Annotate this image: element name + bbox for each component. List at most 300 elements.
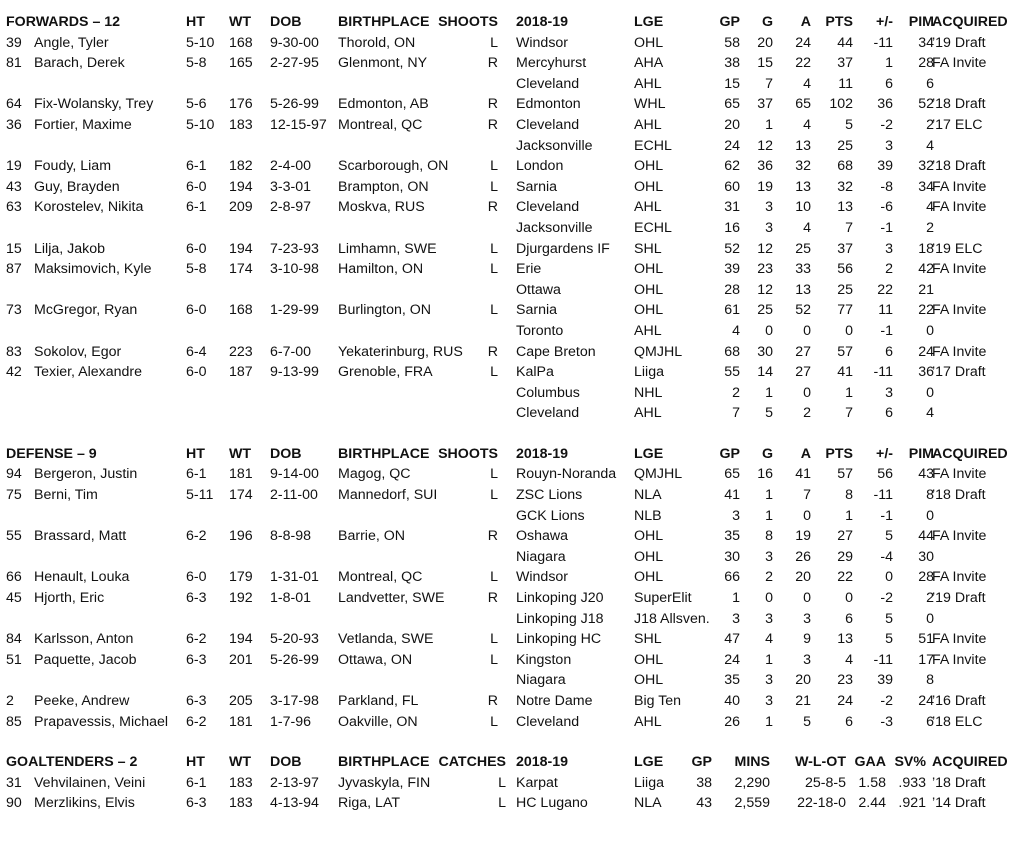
cell-pts: 22 bbox=[837, 569, 853, 586]
cell-pts: 37 bbox=[837, 240, 853, 257]
defense-section bbox=[6, 444, 1022, 732]
cell-lge: SHL bbox=[634, 240, 662, 257]
cell-sh: L bbox=[490, 364, 498, 381]
player-name: Fix-Wolansky, Trey bbox=[34, 96, 154, 113]
cell-gp: 41 bbox=[724, 487, 740, 504]
cell-dob: 2-27-95 bbox=[270, 55, 319, 72]
cell-pim: 34 bbox=[918, 178, 934, 195]
cell-pim: 30 bbox=[918, 548, 934, 565]
cell-lge: NHL bbox=[634, 384, 663, 401]
cell-a: 21 bbox=[795, 693, 811, 709]
cell-gp: 28 bbox=[724, 281, 740, 298]
cell-team: Ottawa bbox=[516, 281, 561, 298]
cell-pts: 1 bbox=[845, 384, 853, 401]
cell-dob: 2-13-97 bbox=[270, 774, 319, 791]
cell-a: 52 bbox=[795, 302, 811, 319]
player-name-cell bbox=[6, 526, 126, 547]
cell-sv: .921 bbox=[898, 795, 926, 812]
cell-a: 41 bbox=[795, 466, 811, 483]
player-row bbox=[6, 712, 1022, 733]
cell-g: 25 bbox=[757, 302, 773, 319]
cell-team: Erie bbox=[516, 261, 542, 278]
cell-pm: 5 bbox=[885, 528, 893, 545]
column-header-lge: LGE bbox=[634, 754, 664, 771]
goaltenders-header-row bbox=[6, 752, 1022, 773]
cell-gp: 26 bbox=[724, 713, 740, 730]
column-header-dob: DOB bbox=[270, 14, 302, 30]
cell-lge: SuperElit bbox=[634, 590, 692, 607]
player-row bbox=[6, 629, 1022, 650]
column-header-season: 2018-19 bbox=[516, 14, 569, 30]
player-row bbox=[6, 526, 1022, 547]
cell-team: Sarnia bbox=[516, 302, 558, 319]
cell-gp: 60 bbox=[724, 178, 740, 195]
cell-bp: Scarborough, ON bbox=[338, 158, 449, 175]
cell-acq: ’18 Draft bbox=[932, 96, 986, 113]
jersey-number: 84 bbox=[6, 631, 22, 648]
cell-dob: 12-15-97 bbox=[270, 116, 327, 133]
cell-wt: 183 bbox=[229, 795, 253, 812]
column-header-pim: PIM bbox=[908, 445, 934, 462]
cell-g: 5 bbox=[765, 405, 773, 422]
cell-a: 19 bbox=[795, 528, 811, 545]
cell-pm: 3 bbox=[885, 240, 893, 257]
player-row bbox=[6, 464, 1022, 485]
column-header-hand: CATCHES bbox=[438, 754, 506, 771]
player-name-cell bbox=[6, 547, 34, 568]
cell-lge: AHL bbox=[634, 199, 662, 216]
cell-pim: 0 bbox=[926, 322, 934, 339]
cell-pts: 0 bbox=[845, 590, 853, 607]
column-header-lge: LGE bbox=[634, 445, 664, 462]
cell-lge: J18 Allsven. bbox=[634, 610, 710, 627]
cell-wt: 181 bbox=[229, 466, 253, 483]
cell-g: 3 bbox=[765, 672, 773, 689]
cell-gp: 24 bbox=[724, 651, 740, 668]
jersey-number: 87 bbox=[6, 261, 22, 278]
column-header-gp: GP bbox=[691, 754, 712, 771]
cell-a: 32 bbox=[795, 158, 811, 175]
player-name-cell bbox=[6, 691, 129, 712]
cell-gp: 2 bbox=[732, 384, 740, 401]
player-name: Maksimovich, Kyle bbox=[34, 261, 152, 278]
cell-wt: 182 bbox=[229, 158, 253, 175]
player-row bbox=[6, 94, 1022, 115]
cell-sh: L bbox=[490, 651, 498, 668]
cell-g: 23 bbox=[757, 261, 773, 278]
cell-wt: 223 bbox=[229, 343, 253, 360]
cell-a: 27 bbox=[795, 343, 811, 360]
cell-g: 14 bbox=[757, 364, 773, 381]
cell-pts: 41 bbox=[837, 364, 853, 381]
cell-gp: 38 bbox=[696, 774, 712, 791]
column-header-gp: GP bbox=[719, 14, 740, 30]
cell-lge: AHA bbox=[634, 55, 664, 72]
jersey-number: 94 bbox=[6, 466, 22, 483]
player-name-cell bbox=[6, 197, 143, 218]
player-name: Sokolov, Egor bbox=[34, 343, 122, 360]
cell-a: 0 bbox=[803, 322, 811, 339]
cell-dob: 6-7-00 bbox=[270, 343, 312, 360]
jersey-number: 36 bbox=[6, 116, 22, 133]
cell-lge: OHL bbox=[634, 528, 664, 545]
column-header-ht: HT bbox=[186, 14, 205, 30]
cell-team: Mercyhurst bbox=[516, 55, 587, 72]
cell-g: 0 bbox=[765, 322, 773, 339]
player-name-cell bbox=[6, 115, 132, 136]
cell-ht: 6-1 bbox=[186, 774, 207, 791]
cell-team: Windsor bbox=[516, 569, 569, 586]
cell-lge: QMJHL bbox=[634, 466, 683, 483]
cell-acq: FA Invite bbox=[932, 569, 987, 586]
player-name: Peeke, Andrew bbox=[34, 693, 130, 709]
player-name-cell bbox=[6, 712, 168, 733]
cell-pts: 1 bbox=[845, 507, 853, 524]
cell-team: GCK Lions bbox=[516, 507, 585, 524]
player-name: Angle, Tyler bbox=[34, 34, 109, 51]
cell-pts: 68 bbox=[837, 158, 853, 175]
jersey-number: 42 bbox=[6, 364, 22, 381]
jersey-number: 19 bbox=[6, 158, 22, 175]
jersey-number: 66 bbox=[6, 569, 22, 586]
cell-ht: 6-1 bbox=[186, 466, 207, 483]
cell-lge: NLA bbox=[634, 487, 662, 504]
jersey-number: 39 bbox=[6, 34, 22, 51]
cell-a: 20 bbox=[795, 672, 811, 689]
cell-pim: 32 bbox=[918, 158, 934, 175]
cell-dob: 1-8-01 bbox=[270, 590, 312, 607]
player-name-cell bbox=[6, 136, 34, 157]
cell-team: Karpat bbox=[516, 774, 558, 791]
player-name: Fortier, Maxime bbox=[34, 116, 132, 133]
player-row bbox=[6, 53, 1022, 74]
column-header-g: G bbox=[761, 14, 773, 30]
cell-ht: 6-3 bbox=[186, 590, 207, 607]
cell-sh: L bbox=[490, 158, 498, 175]
cell-a: 0 bbox=[803, 507, 811, 524]
cell-pim: 24 bbox=[918, 693, 934, 709]
cell-gp: 62 bbox=[724, 158, 740, 175]
cell-pm: -11 bbox=[873, 651, 893, 668]
cell-wt: 174 bbox=[229, 487, 253, 504]
cell-g: 7 bbox=[765, 75, 773, 92]
section-title: GOALTENDERS – 2 bbox=[6, 754, 138, 771]
cell-sh: R bbox=[487, 528, 498, 545]
cell-pm: 3 bbox=[885, 137, 893, 154]
jersey-number: 75 bbox=[6, 487, 22, 504]
player-row bbox=[6, 33, 1022, 54]
player-name-cell bbox=[6, 33, 109, 54]
column-header-ht: HT bbox=[186, 754, 205, 771]
cell-pm: -1 bbox=[880, 322, 893, 339]
cell-pim: 6 bbox=[926, 75, 934, 92]
player-row bbox=[6, 342, 1022, 363]
cell-team: Rouyn-Noranda bbox=[516, 466, 617, 483]
cell-g: 12 bbox=[757, 137, 773, 154]
player-row bbox=[6, 136, 1022, 157]
cell-a: 27 bbox=[795, 364, 811, 381]
cell-wt: 176 bbox=[229, 96, 253, 113]
cell-pm: 5 bbox=[885, 631, 893, 648]
player-name: Texier, Alexandre bbox=[34, 364, 143, 381]
cell-pim: 52 bbox=[918, 96, 934, 113]
column-header-acquired: ACQUIRED bbox=[932, 14, 1008, 30]
player-row bbox=[6, 156, 1022, 177]
column-header-birthplace: BIRTHPLACE bbox=[338, 754, 430, 771]
player-name-cell bbox=[6, 239, 105, 260]
cell-lge: SHL bbox=[634, 631, 662, 648]
cell-wt: 165 bbox=[229, 55, 253, 72]
cell-lge: OHL bbox=[634, 158, 664, 175]
column-header-pts: PTS bbox=[825, 445, 853, 462]
cell-pm: -3 bbox=[880, 713, 893, 730]
player-row bbox=[6, 547, 1022, 568]
cell-lge: ECHL bbox=[634, 219, 672, 236]
column-header-pim: PIM bbox=[908, 14, 934, 30]
cell-pts: 7 bbox=[845, 219, 853, 236]
cell-team: Oshawa bbox=[516, 528, 569, 545]
cell-ht: 6-3 bbox=[186, 795, 207, 812]
cell-pts: 102 bbox=[829, 96, 853, 113]
jersey-number: 85 bbox=[6, 713, 22, 730]
cell-team: Linkoping HC bbox=[516, 631, 602, 648]
player-name: Prapavessis, Michael bbox=[34, 713, 169, 730]
cell-pm: 39 bbox=[877, 672, 893, 689]
jersey-number: 51 bbox=[6, 651, 22, 668]
cell-pts: 25 bbox=[837, 281, 853, 298]
cell-gp: 65 bbox=[724, 466, 740, 483]
column-header-pm: +/- bbox=[876, 445, 893, 462]
player-name-cell bbox=[6, 177, 120, 198]
cell-bp: Yekaterinburg, RUS bbox=[338, 343, 463, 360]
cell-g: 36 bbox=[757, 158, 773, 175]
column-header-gaa: GAA bbox=[854, 754, 886, 771]
player-row bbox=[6, 300, 1022, 321]
player-name: McGregor, Ryan bbox=[34, 302, 138, 319]
cell-sh: R bbox=[487, 116, 498, 133]
player-name: Brassard, Matt bbox=[34, 528, 127, 545]
cell-pm: -4 bbox=[880, 548, 893, 565]
jersey-number: 15 bbox=[6, 240, 22, 257]
forwards-section bbox=[6, 12, 1022, 424]
cell-acq: FA Invite bbox=[932, 651, 987, 668]
player-name: Barach, Derek bbox=[34, 55, 125, 72]
cell-sh: L bbox=[490, 240, 498, 257]
cell-acq: ’19 Draft bbox=[932, 34, 986, 51]
cell-pts: 77 bbox=[837, 302, 853, 319]
cell-pim: 43 bbox=[918, 466, 934, 483]
jersey-number: 2 bbox=[6, 693, 14, 709]
cell-lge: AHL bbox=[634, 713, 662, 730]
player-name: Bergeron, Justin bbox=[34, 466, 138, 483]
cell-ht: 6-2 bbox=[186, 631, 207, 648]
player-name-cell bbox=[6, 383, 34, 404]
cell-g: 3 bbox=[765, 548, 773, 565]
cell-bp: Jyvaskyla, FIN bbox=[338, 774, 431, 791]
jersey-number: 31 bbox=[6, 774, 22, 791]
cell-wt: 192 bbox=[229, 590, 253, 607]
cell-a: 3 bbox=[803, 610, 811, 627]
cell-team: Cleveland bbox=[516, 75, 580, 92]
cell-sh: R bbox=[487, 343, 498, 360]
cell-gp: 7 bbox=[732, 405, 740, 422]
player-name: Lilja, Jakob bbox=[34, 240, 105, 257]
cell-a: 24 bbox=[795, 34, 811, 51]
player-name-cell bbox=[6, 793, 135, 814]
cell-lge: OHL bbox=[634, 651, 664, 668]
cell-g: 16 bbox=[757, 466, 773, 483]
player-name: Karlsson, Anton bbox=[34, 631, 134, 648]
cell-wt: 183 bbox=[229, 116, 253, 133]
player-row bbox=[6, 74, 1022, 95]
cell-wlo: 25-8-5 bbox=[804, 774, 846, 791]
player-name-cell bbox=[6, 588, 104, 609]
cell-pts: 56 bbox=[837, 261, 853, 278]
cell-g: 3 bbox=[765, 219, 773, 236]
cell-acq: ’14 Draft bbox=[932, 795, 986, 812]
cell-pim: 2 bbox=[926, 590, 934, 607]
cell-sv: .933 bbox=[898, 774, 926, 791]
player-row bbox=[6, 567, 1022, 588]
player-name-cell bbox=[6, 629, 133, 650]
cell-mins: 2,559 bbox=[734, 795, 770, 812]
cell-a: 22 bbox=[795, 55, 811, 72]
column-header-pm: +/- bbox=[876, 14, 893, 30]
column-header-wt: WT bbox=[229, 445, 252, 462]
cell-acq: FA Invite bbox=[932, 343, 987, 360]
cell-a: 13 bbox=[795, 281, 811, 298]
cell-bp: Glenmont, NY bbox=[338, 55, 428, 72]
cell-dob: 4-13-94 bbox=[270, 795, 319, 812]
cell-acq: ’17 Draft bbox=[932, 364, 986, 381]
cell-dob: 5-26-99 bbox=[270, 96, 319, 113]
cell-a: 7 bbox=[803, 487, 811, 504]
player-row bbox=[6, 773, 1022, 794]
cell-pim: 17 bbox=[918, 651, 934, 668]
cell-pts: 0 bbox=[845, 322, 853, 339]
cell-wlo: 22-18-0 bbox=[797, 795, 846, 812]
cell-bp: Riga, LAT bbox=[338, 795, 401, 812]
cell-bp: Barrie, ON bbox=[338, 528, 406, 545]
cell-ht: 6-0 bbox=[186, 569, 207, 586]
cell-pm: 1 bbox=[885, 55, 893, 72]
cell-gp: 55 bbox=[724, 364, 740, 381]
cell-pm: 36 bbox=[877, 96, 893, 113]
cell-dob: 3-17-98 bbox=[270, 693, 319, 709]
column-header-wt: WT bbox=[229, 754, 252, 771]
cell-pim: 4 bbox=[926, 137, 934, 154]
cell-a: 9 bbox=[803, 631, 811, 648]
cell-g: 30 bbox=[757, 343, 773, 360]
cell-g: 12 bbox=[757, 240, 773, 257]
column-header-a: A bbox=[800, 14, 811, 30]
cell-dob: 5-26-99 bbox=[270, 651, 319, 668]
cell-a: 4 bbox=[803, 116, 811, 133]
cell-lge: AHL bbox=[634, 116, 662, 133]
player-name-cell bbox=[6, 156, 111, 177]
cell-a: 65 bbox=[795, 96, 811, 113]
cell-g: 1 bbox=[765, 384, 773, 401]
cell-pts: 4 bbox=[845, 651, 853, 668]
cell-sh: R bbox=[487, 96, 498, 113]
cell-pts: 7 bbox=[845, 405, 853, 422]
cell-team: London bbox=[516, 158, 564, 175]
cell-pim: 4 bbox=[926, 199, 934, 216]
cell-a: 20 bbox=[795, 569, 811, 586]
cell-team: HC Lugano bbox=[516, 795, 588, 812]
cell-a: 10 bbox=[795, 199, 811, 216]
cell-a: 13 bbox=[795, 178, 811, 195]
column-header-pts: PTS bbox=[825, 14, 853, 30]
cell-g: 20 bbox=[757, 34, 773, 51]
player-name: Vehvilainen, Veini bbox=[34, 774, 146, 791]
cell-a: 3 bbox=[803, 651, 811, 668]
cell-sh: R bbox=[487, 55, 498, 72]
cell-pts: 25 bbox=[837, 137, 853, 154]
column-header-mins: MINS bbox=[734, 754, 770, 771]
goaltenders-section bbox=[6, 752, 1022, 814]
jersey-number: 81 bbox=[6, 55, 22, 72]
player-name: Henault, Louka bbox=[34, 569, 130, 586]
cell-pts: 11 bbox=[838, 75, 853, 92]
cell-dob: 3-10-98 bbox=[270, 261, 319, 278]
cell-ht: 6-2 bbox=[186, 713, 207, 730]
player-row bbox=[6, 650, 1022, 671]
cell-a: 33 bbox=[795, 261, 811, 278]
column-header-ht: HT bbox=[186, 445, 205, 462]
cell-acq: ’18 Draft bbox=[932, 774, 986, 791]
cell-pm: 3 bbox=[885, 384, 893, 401]
cell-gp: 39 bbox=[724, 261, 740, 278]
player-row bbox=[6, 506, 1022, 527]
cell-ht: 6-0 bbox=[186, 302, 207, 319]
cell-dob: 9-14-00 bbox=[270, 466, 319, 483]
cell-pm: -1 bbox=[880, 219, 893, 236]
cell-wt: 181 bbox=[229, 713, 253, 730]
jersey-number: 55 bbox=[6, 528, 22, 545]
cell-bp: Parkland, FL bbox=[338, 693, 419, 709]
cell-lge: ECHL bbox=[634, 137, 672, 154]
cell-acq: FA Invite bbox=[932, 528, 987, 545]
cell-gp: 30 bbox=[724, 548, 740, 565]
cell-g: 15 bbox=[757, 55, 773, 72]
cell-acq: ’19 ELC bbox=[932, 240, 983, 257]
cell-sh: R bbox=[487, 590, 498, 607]
column-header-season: 2018-19 bbox=[516, 445, 569, 462]
cell-team: Windsor bbox=[516, 34, 569, 51]
cell-lge: NLA bbox=[634, 795, 662, 812]
cell-sh: L bbox=[490, 631, 498, 648]
player-name-cell bbox=[6, 485, 98, 506]
cell-lge: OHL bbox=[634, 178, 664, 195]
player-row bbox=[6, 362, 1022, 383]
cell-bp: Edmonton, AB bbox=[338, 96, 429, 113]
player-name-cell bbox=[6, 321, 34, 342]
cell-gp: 58 bbox=[724, 34, 740, 51]
jersey-number: 64 bbox=[6, 96, 22, 113]
cell-pim: 42 bbox=[918, 261, 934, 278]
cell-g: 1 bbox=[765, 116, 773, 133]
cell-pts: 13 bbox=[837, 631, 853, 648]
cell-bp: Oakville, ON bbox=[338, 713, 418, 730]
cell-g: 1 bbox=[765, 487, 773, 504]
cell-g: 2 bbox=[765, 569, 773, 586]
cell-lge: Liiga bbox=[634, 364, 664, 381]
cell-bp: Brampton, ON bbox=[338, 178, 429, 195]
cell-g: 3 bbox=[765, 610, 773, 627]
jersey-number: 63 bbox=[6, 199, 22, 216]
cell-pts: 6 bbox=[845, 610, 853, 627]
